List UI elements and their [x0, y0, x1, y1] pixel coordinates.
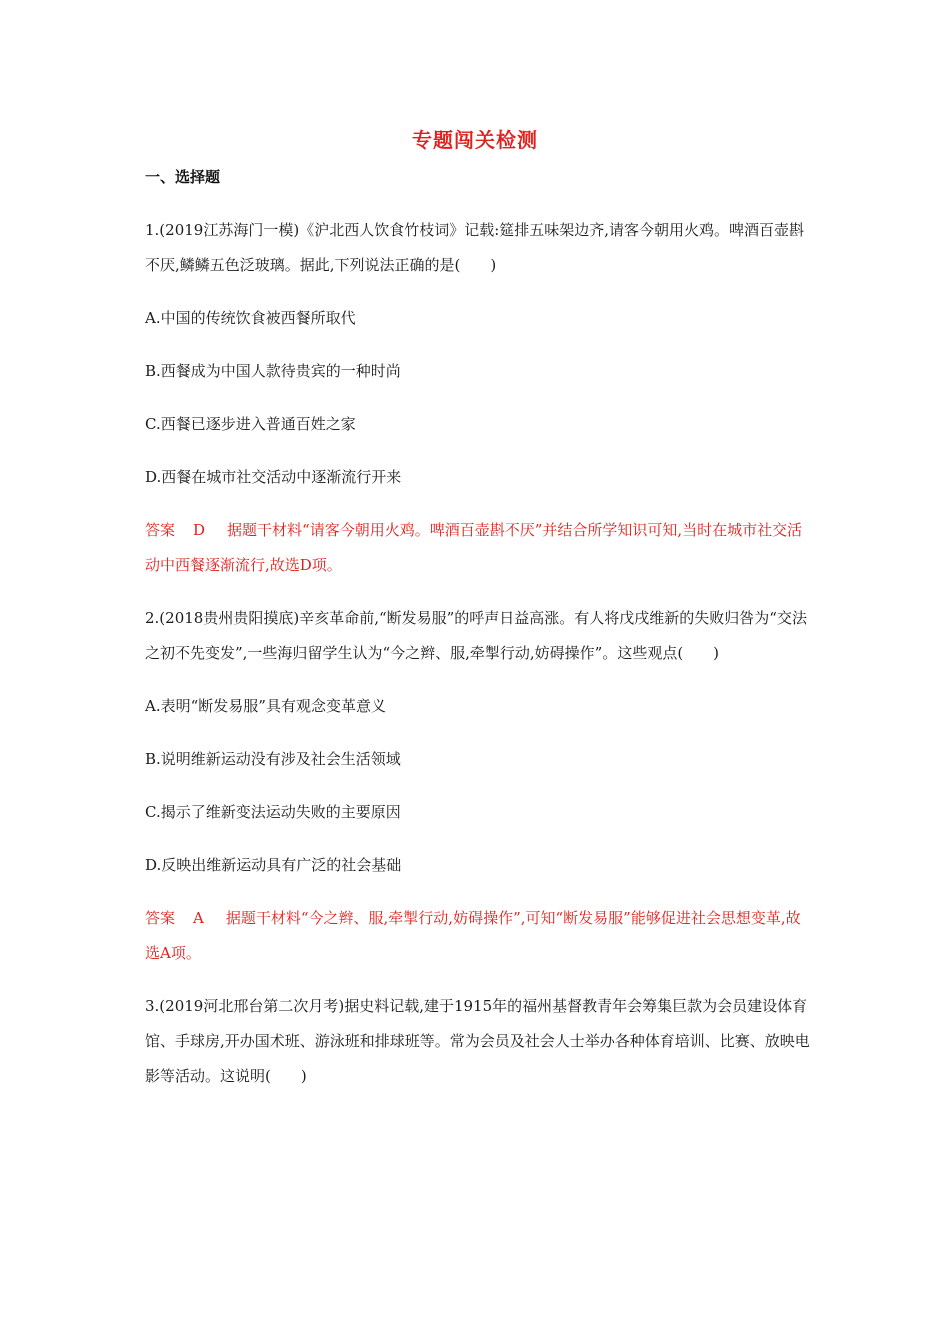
question-3 [145, 989, 810, 1094]
document-body [145, 213, 810, 1112]
answer-explanation [145, 513, 810, 583]
option-d: D.反映出维新运动具有广泛的社会基础 [145, 856, 402, 874]
option-b: B.西餐成为中国人款待贵宾的一种时尚 [145, 362, 401, 380]
question-2 [145, 601, 810, 971]
option-a: A.中国的传统饮食被西餐所取代 [145, 309, 356, 327]
question-1 [145, 213, 810, 583]
answer-text: 据题干材料“今之辫、服,牵掣行动,妨碍操作”,可知“断发易服”能够促进社会思想变革,故选A项。 [145, 909, 801, 962]
option-c: C.揭示了维新变法运动失败的主要原因 [145, 803, 401, 821]
page-title: 专题闯关检测 [412, 128, 538, 152]
option-d: D.西餐在城市社交活动中逐渐流行开来 [145, 468, 402, 486]
answer-tag: 答案 [145, 909, 176, 927]
question-stem: 3.(2019河北邢台第二次月考)据史料记载,建于1915年的福州基督教青年会筹集巨款为会员建设体育馆、手球房,开办国术班、游泳班和排球班等。常为会员及社会人士举办各种体育培训、比赛、放映电影等活动。这说明( ) [145, 997, 810, 1085]
option-c: C.西餐已逐步进入普通百姓之家 [145, 415, 356, 433]
option-a: A.表明“断发易服”具有观念变革意义 [145, 697, 386, 715]
answer-explanation [145, 901, 810, 971]
question-stem: 2.(2018贵州贵阳摸底)辛亥革命前,“断发易服”的呼声日益高涨。有人将戊戌维新的失败归咎为“交法之初不先变发”,一些海归留学生认为“今之辫、服,牵掣行动,妨碍操作”。这些观点( ) [145, 609, 807, 662]
question-stem: 1.(2019江苏海门一模)《沪北西人饮食竹枝词》记载:筵排五味架边齐,请客今朝用火鸡。啤酒百壶斟不厌,鳞鳞五色泛玻璃。据此,下列说法正确的是( ) [145, 221, 805, 274]
answer-tag: 答案 [145, 521, 176, 539]
answer-letter: D [193, 521, 206, 539]
answer-text: 据题干材料“请客今朝用火鸡。啤酒百壶斟不厌”并结合所学知识可知,当时在城市社交活动中西餐逐渐流行,故选D项。 [145, 521, 803, 574]
answer-letter: A [193, 909, 204, 927]
section-heading: 一、选择题 [145, 168, 221, 186]
option-b: B.说明维新运动没有涉及社会生活领域 [145, 750, 401, 768]
